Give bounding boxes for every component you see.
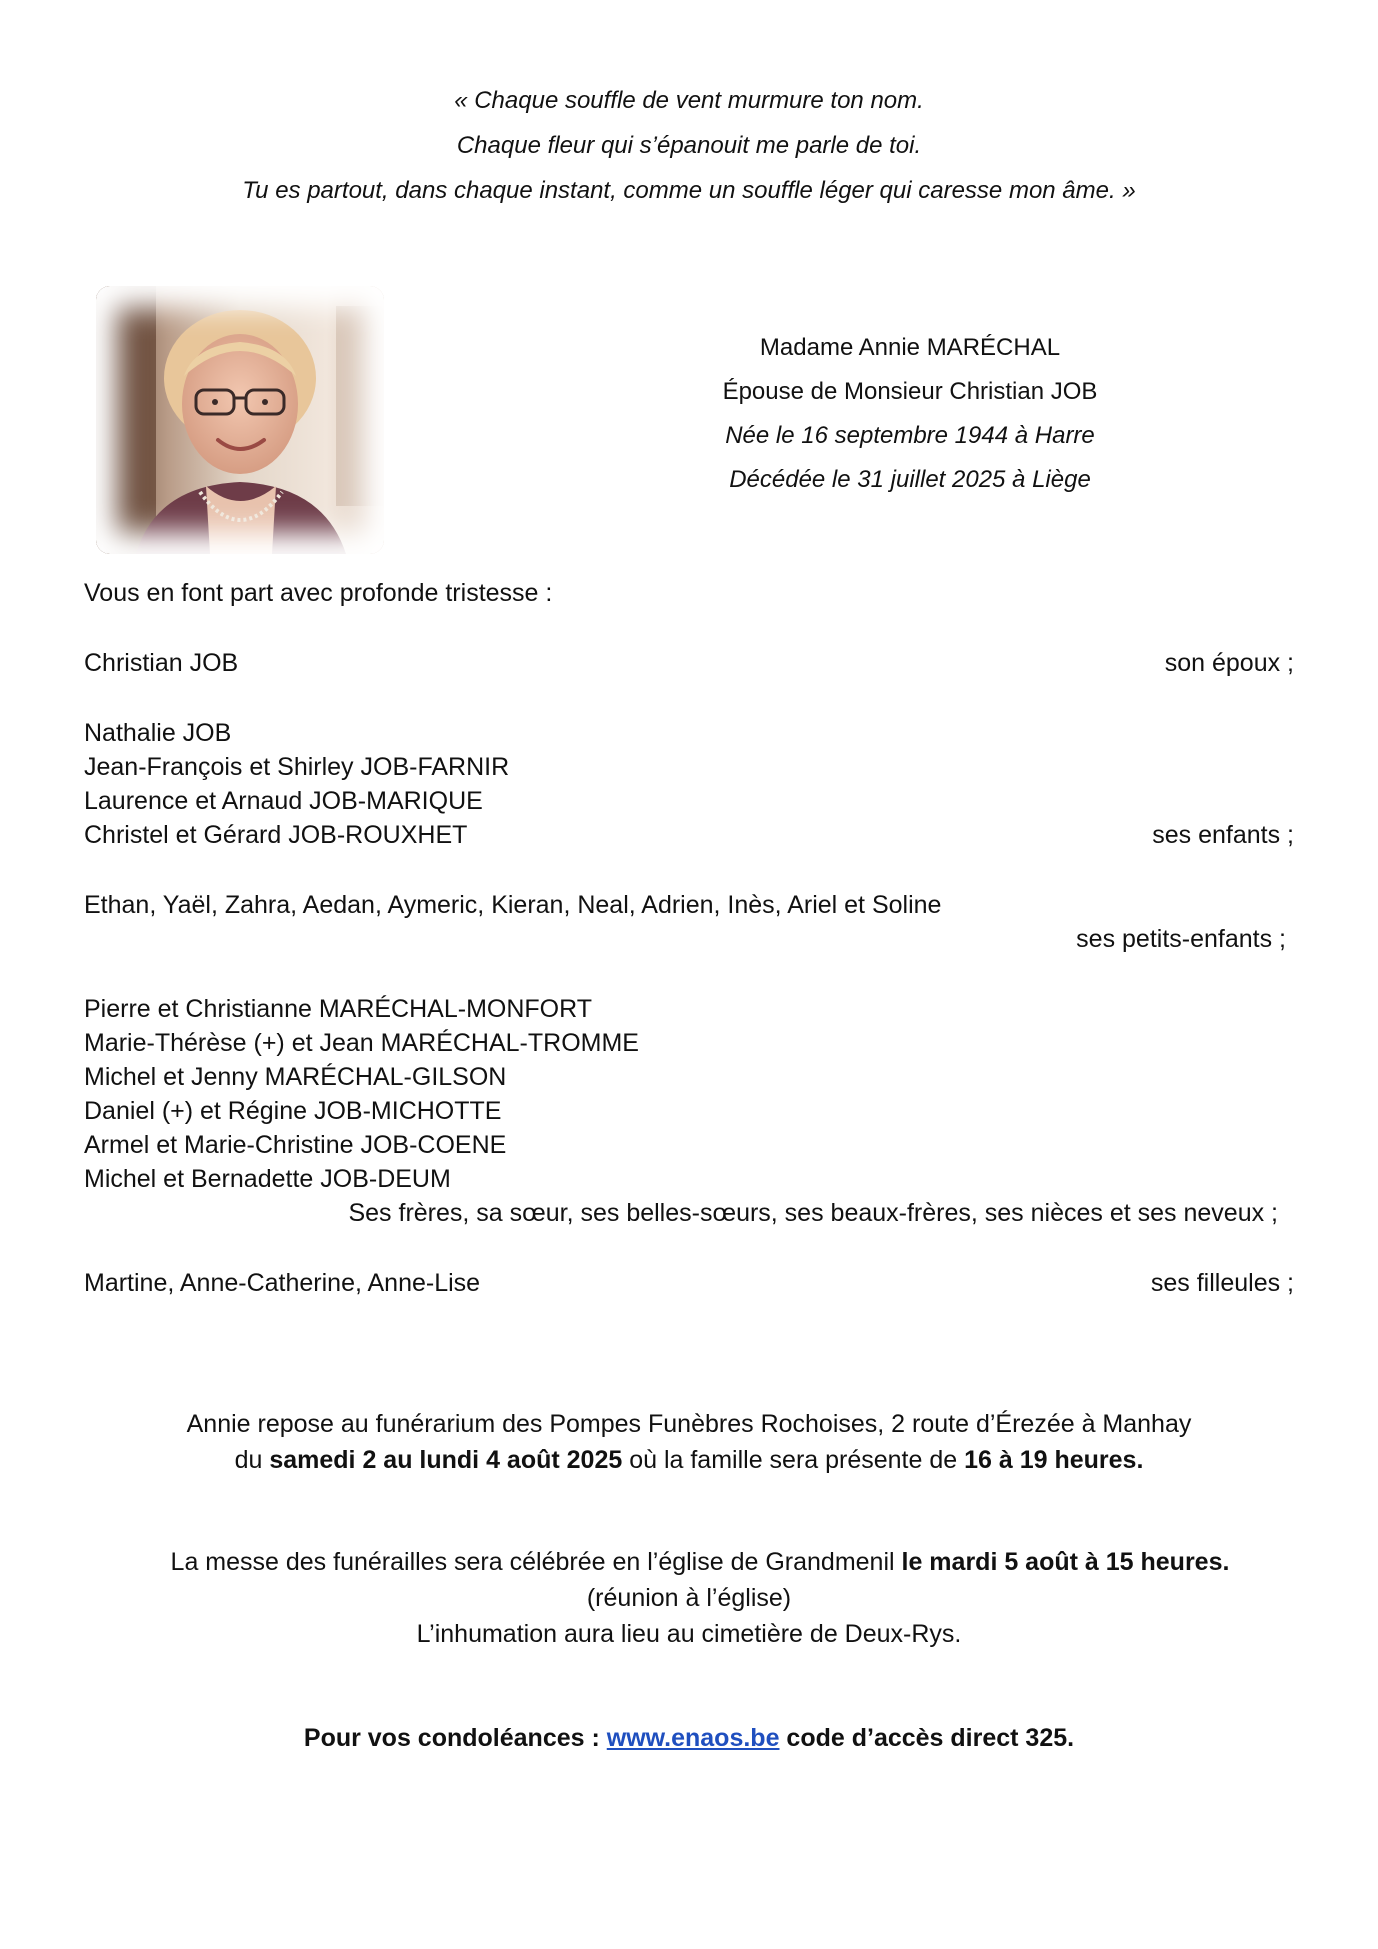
grandchildren-names: Ethan, Yaël, Zahra, Aedan, Aymeric, Kieran, Neal, Adrien, Inès, Ariel et Soline <box>84 891 942 919</box>
deceased-birth: Née le 16 septembre 1944 à Harre <box>725 422 1095 449</box>
deceased-name: Madame Annie MARÉCHAL <box>759 334 1061 361</box>
list-item: Michel et Jenny MARÉCHAL-GILSON <box>84 1063 507 1091</box>
funeral-line: (réunion à l’église) <box>586 1584 792 1612</box>
epigraph-line: « Chaque souffle de vent murmure ton nom. <box>454 87 924 114</box>
spouse-relation: son époux ; <box>1164 649 1294 677</box>
deceased-spouse: Épouse de Monsieur Christian JOB <box>722 378 1098 405</box>
condolences-text: Pour vos condoléances : <box>303 1724 607 1752</box>
condolences <box>0 1720 1378 1756</box>
condolences-link[interactable]: www.enaos.be <box>606 1724 780 1752</box>
announcement-intro: Vous en font part avec profonde tristesse : <box>84 579 553 607</box>
condolences-text: code d’accès direct 325. <box>779 1724 1075 1752</box>
funeral-line: L’inhumation aura lieu au cimetière de Deux-Rys. <box>416 1620 962 1648</box>
funeral-text: La messe des funérailles sera célébrée en l’église de Grandmenil <box>170 1548 902 1576</box>
list-item: Laurence et Arnaud JOB-MARIQUE <box>84 787 483 815</box>
visitation-hours: 16 à 19 heures. <box>964 1446 1144 1474</box>
godchildren-relation: ses filleules ; <box>1150 1269 1294 1297</box>
funeral-info <box>0 1544 1378 1652</box>
visitation-info <box>0 1406 1378 1478</box>
siblings-list <box>84 992 639 1196</box>
epigraph-line: Tu es partout, dans chaque instant, comme un souffle léger qui caresse mon âme. » <box>242 177 1136 204</box>
list-item: Michel et Bernadette JOB-DEUM <box>84 1165 451 1193</box>
visitation-text: du <box>234 1446 270 1474</box>
children-list <box>84 716 509 852</box>
funeral-line <box>0 1544 1378 1580</box>
visitation-line <box>0 1442 1378 1478</box>
funeral-date: le mardi 5 août à 15 heures. <box>901 1548 1230 1576</box>
godchildren-names: Martine, Anne-Catherine, Anne-Lise <box>84 1269 481 1297</box>
visitation-text: où la famille sera présente de <box>622 1446 965 1474</box>
epigraph-line: Chaque fleur qui s’épanouit me parle de toi. <box>456 132 922 159</box>
visitation-line: Annie repose au funérarium des Pompes Funèbres Rochoises, 2 route d’Érezée à Manhay <box>186 1410 1192 1438</box>
list-item: Jean-François et Shirley JOB-FARNIR <box>84 753 510 781</box>
list-item: Nathalie JOB <box>84 719 232 747</box>
list-item: Armel et Marie-Christine JOB-COENE <box>84 1131 507 1159</box>
visitation-dates: samedi 2 au lundi 4 août 2025 <box>269 1446 623 1474</box>
deceased-death: Décédée le 31 juillet 2025 à Liège <box>729 466 1091 493</box>
list-item: Marie-Thérèse (+) et Jean MARÉCHAL-TROMME <box>84 1029 639 1057</box>
epigraph <box>0 78 1378 213</box>
list-item: Pierre et Christianne MARÉCHAL-MONFORT <box>84 995 592 1023</box>
siblings-relation: Ses frères, sa sœur, ses belles-sœurs, ses beaux-frères, ses nièces et ses neveux ; <box>348 1199 1278 1227</box>
grandchildren-relation: ses petits-enfants ; <box>1076 925 1286 953</box>
children-relation: ses enfants ; <box>1152 821 1294 849</box>
list-item: Christel et Gérard JOB-ROUXHET <box>84 821 468 849</box>
list-item: Daniel (+) et Régine JOB-MICHOTTE <box>84 1097 502 1125</box>
spouse-name: Christian JOB <box>84 649 239 677</box>
deceased-identity <box>600 326 1220 502</box>
portrait-photo <box>96 286 384 554</box>
